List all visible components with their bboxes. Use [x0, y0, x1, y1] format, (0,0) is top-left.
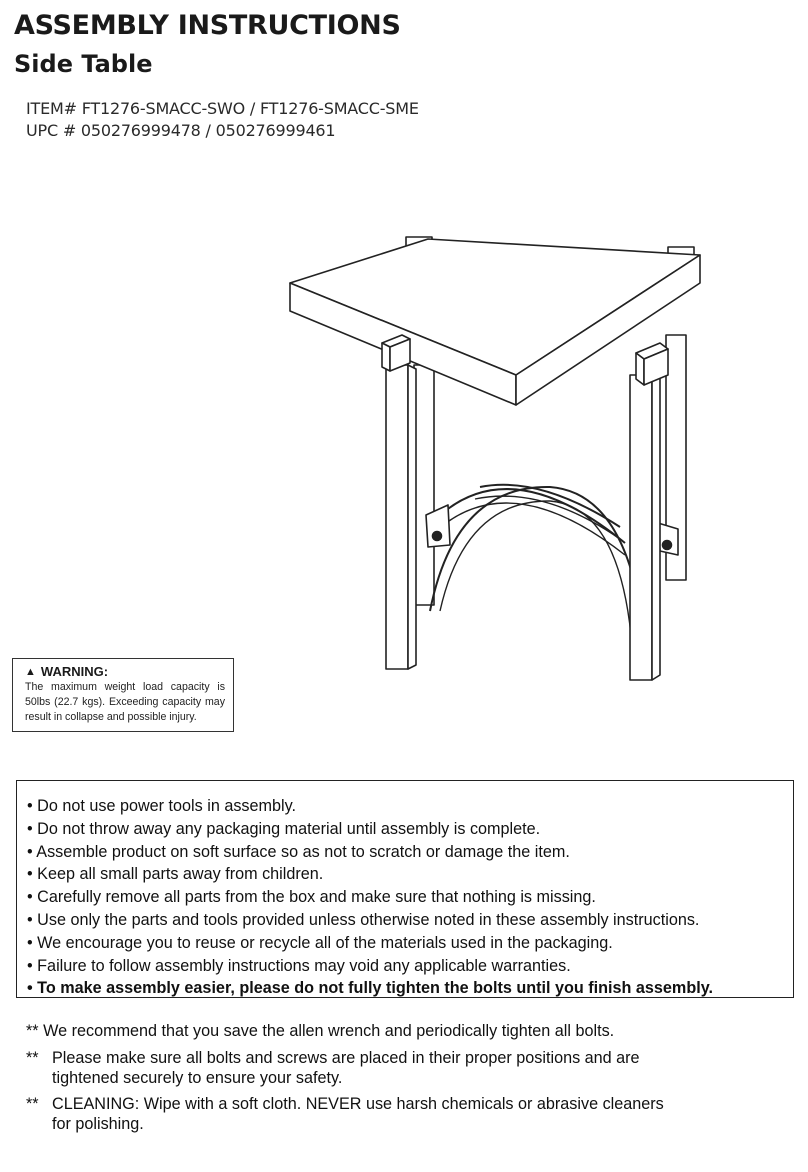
rule-item: • We encourage you to reuse or recycle all of the materials used in the packaging. — [27, 932, 793, 955]
warning-title: WARNING: — [40, 664, 109, 679]
rule-item: • Keep all small parts away from children. — [27, 863, 793, 886]
side-table-illustration — [280, 225, 720, 685]
note-text-continued: tightened securely to ensure your safety. — [52, 1069, 343, 1087]
note-allen-wrench — [26, 1021, 614, 1041]
safety-rules-list — [27, 795, 793, 1000]
note-bolts — [26, 1048, 640, 1088]
rule-item: • Assemble product on soft surface so as not to scratch or damage the item. — [27, 841, 793, 864]
arch-crossbar — [430, 485, 645, 645]
note-mark: ** — [26, 1049, 39, 1067]
rule-item: • Use only the parts and tools provided unless otherwise noted in these assembly instructions. — [27, 909, 793, 932]
note-mark: ** — [26, 1095, 39, 1113]
note-text: We recommend that you save the allen wrench and periodically tighten all bolts. — [43, 1022, 615, 1040]
front-leg-right — [630, 343, 668, 680]
note-cleaning — [26, 1094, 664, 1134]
rule-item: • Failure to follow assembly instructions may void any applicable warranties. — [27, 955, 793, 978]
rule-item-bold: • To make assembly easier, please do not fully tighten the bolts until you finish assembly. — [27, 977, 793, 1000]
warning-triangle-icon: ▲ — [25, 665, 36, 678]
warning-text: The maximum weight load capacity is 50lbs (22.7 kgs). Exceeding capacity may result in collapse and possible injury. — [25, 681, 225, 723]
page-title: ASSEMBLY INSTRUCTIONS — [14, 10, 401, 41]
upc-numbers: UPC # 050276999478 / 050276999461 — [26, 121, 336, 140]
product-name: Side Table — [14, 50, 153, 78]
warning-heading — [25, 664, 233, 679]
rule-item: • Do not use power tools in assembly. — [27, 795, 793, 818]
bracket-right — [658, 523, 678, 555]
rule-item: • Do not throw away any packaging material until assembly is complete. — [27, 818, 793, 841]
item-numbers: ITEM# FT1276-SMACC-SWO / FT1276-SMACC-SME — [26, 99, 419, 118]
front-leg-left — [382, 335, 416, 669]
note-text: CLEANING: Wipe with a soft cloth. NEVER use harsh chemicals or abrasive cleaners — [52, 1095, 664, 1113]
note-text-continued: for polishing. — [52, 1115, 144, 1133]
note-mark: ** — [26, 1022, 39, 1040]
note-text: Please make sure all bolts and screws are placed in their proper positions and are — [52, 1049, 640, 1067]
weight-warning-box — [12, 658, 234, 732]
safety-rules-box — [16, 780, 794, 998]
rule-item: • Carefully remove all parts from the box and make sure that nothing is missing. — [27, 886, 793, 909]
